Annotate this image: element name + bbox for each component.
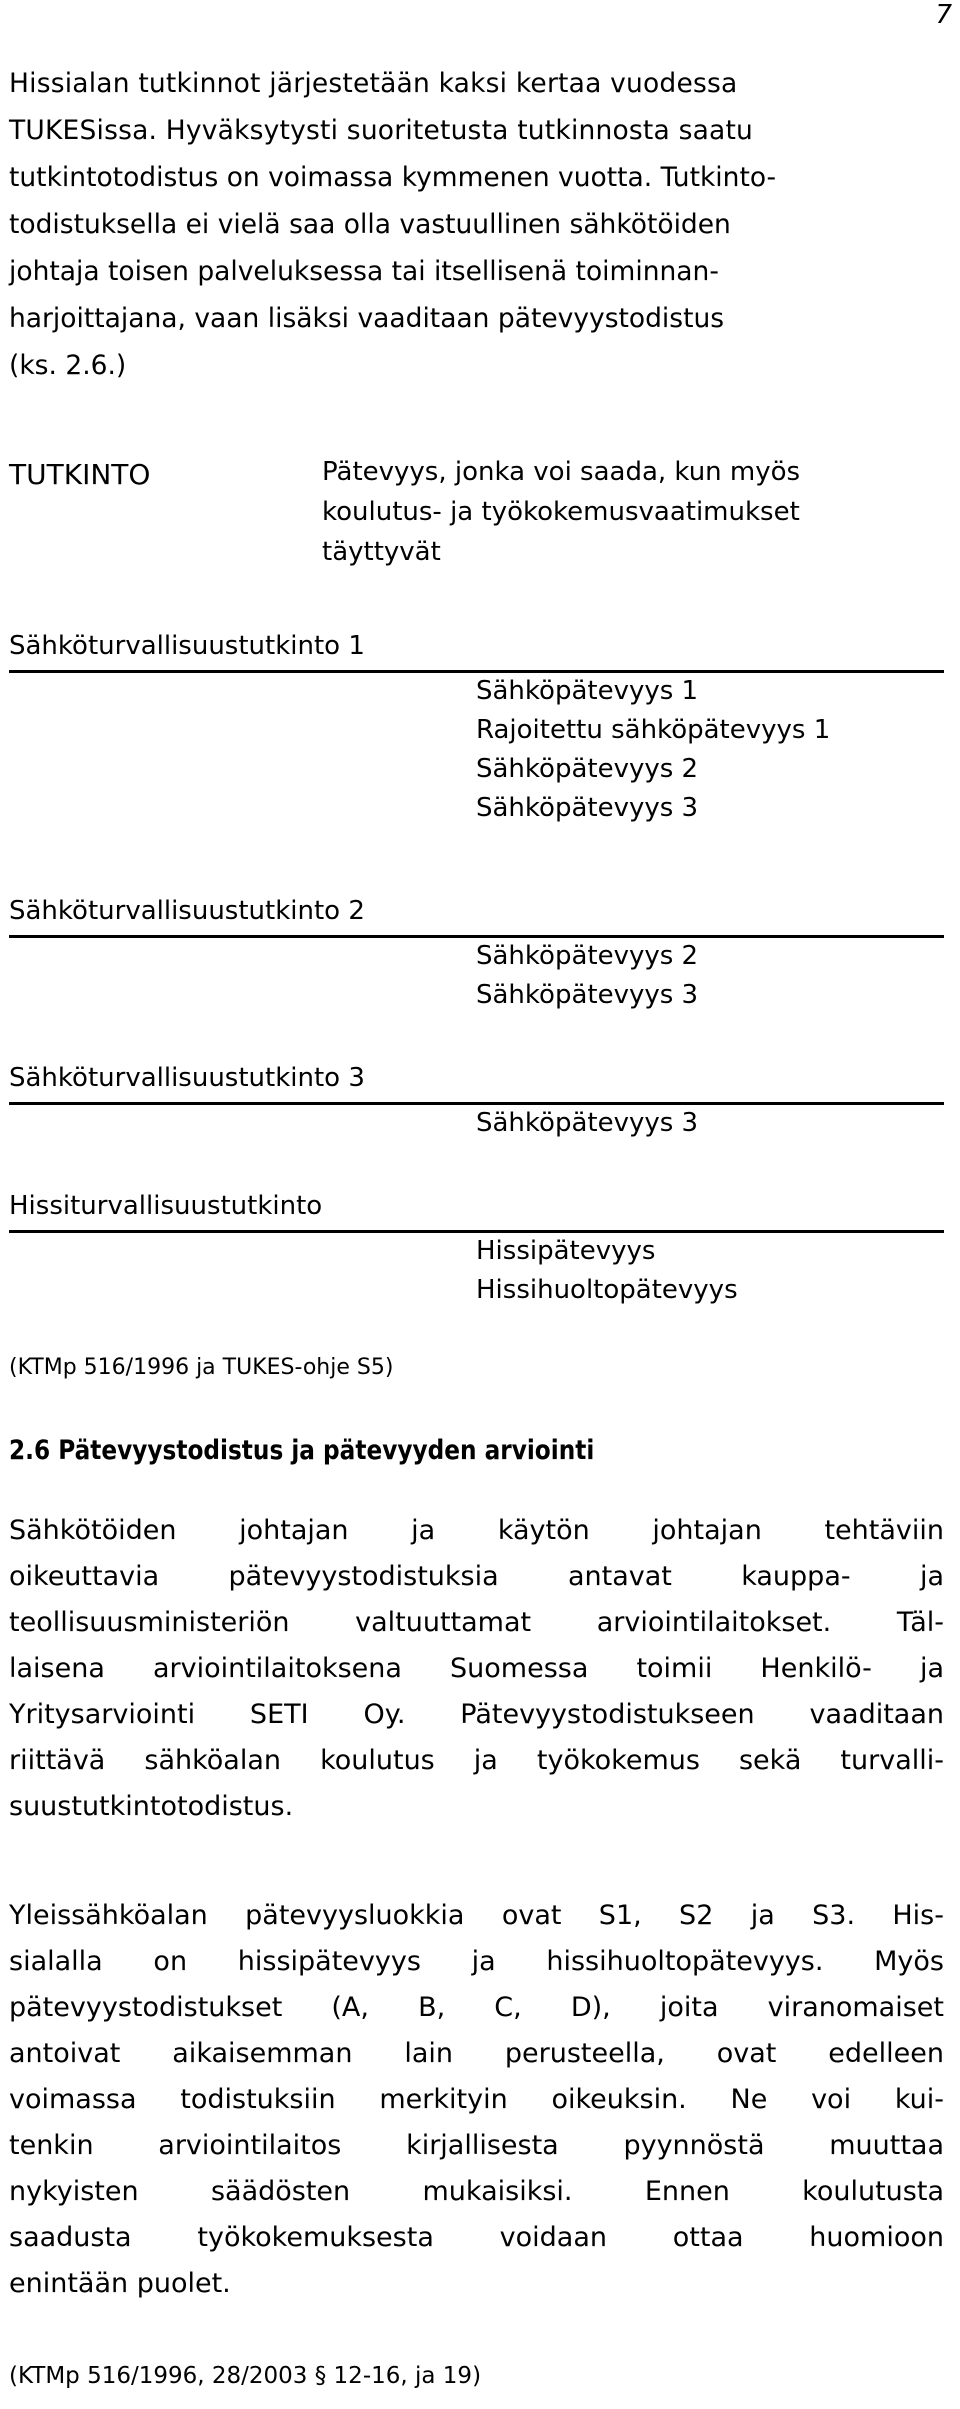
qualification-item: Sähköpätevyys 1 (476, 676, 699, 706)
paragraph-line: pätevyystodistukset (A, B, C, D), joita viranomaiset (9, 1992, 944, 2023)
qualification-list (476, 672, 830, 828)
exam-row (9, 893, 944, 929)
qualification-item: Sähköpätevyys 2 (476, 754, 699, 784)
intro-line: Hissialan tutkinnot järjestetään kaksi kertaa vuodessa (9, 68, 738, 99)
exam-row (9, 1188, 944, 1224)
intro-line: TUKESissa. Hyväksytysti suoritetusta tutkinnosta saatu (9, 115, 754, 146)
legal-reference: (KTMp 516/1996, 28/2003 § 12-16, ja 19) (9, 2363, 482, 2389)
paragraph-line: antoivat aikaisemman lain perusteella, ovat edelleen (9, 2038, 944, 2069)
paragraph-line: Yritysarviointi SETI Oy. Pätevyystodistukseen vaaditaan (9, 1699, 944, 1730)
paragraph-line: nykyisten säädösten mukaisiksi. Ennen koulutusta (9, 2176, 944, 2207)
exam-row (9, 1060, 944, 1096)
qualification-item: Sähköpätevyys 3 (476, 980, 699, 1010)
paragraph-line: Sähkötöiden johtajan ja käytön johtajan tehtäviin (9, 1515, 944, 1546)
table-header-qualification-line: koulutus- ja työkokemusvaatimukset (322, 497, 800, 527)
table-source-note: (KTMp 516/1996 ja TUKES-ohje S5) (9, 1355, 394, 1380)
intro-line: tutkintotodistus on voimassa kymmenen vuotta. Tutkinto- (9, 162, 777, 193)
paragraph-classes (9, 1893, 944, 2307)
paragraph-line: riittävä sähköalan koulutus ja työkokemus sekä turvalli- (9, 1745, 944, 1776)
section-heading: 2.6 Pätevyystodistus ja pätevyyden arviointi (9, 1435, 595, 1466)
qualification-item: Sähköpätevyys 3 (476, 793, 699, 823)
paragraph-line: suustutkintotodistus. (9, 1791, 294, 1822)
paragraph-line: sialalla on hissipätevyys ja hissihuoltopätevyys. Myös (9, 1946, 944, 1977)
page-number: 7 (935, 0, 952, 30)
qualification-list (476, 1104, 698, 1143)
paragraph-line: voimassa todistuksiin merkityin oikeuksin. Ne voi kui- (9, 2084, 944, 2115)
paragraph-line: enintään puolet. (9, 2268, 231, 2299)
qualification-list (476, 937, 698, 1015)
exam-row (9, 628, 944, 664)
qualification-item: Rajoitettu sähköpätevyys 1 (476, 715, 831, 745)
table-header-qualification-line: Pätevyys, jonka voi saada, kun myös (322, 457, 801, 487)
qualification-item: Hissihuoltopätevyys (476, 1275, 738, 1305)
paragraph-line: saadusta työkokemuksesta voidaan ottaa huomioon (9, 2222, 944, 2253)
exam-name: Sähköturvallisuustutkinto 3 (9, 1063, 365, 1093)
qualification-list (476, 1232, 738, 1310)
table-header-qualification (322, 452, 800, 572)
paragraph-line: laisena arviointilaitoksena Suomessa toimii Henkilö- ja (9, 1653, 944, 1684)
paragraph-line: tenkin arviointilaitos kirjallisesta pyynnöstä muuttaa (9, 2130, 944, 2161)
qualification-item: Sähköpätevyys 3 (476, 1108, 699, 1138)
table-header-qualification-line: täyttyvät (322, 537, 441, 567)
intro-line: johtaja toisen palveluksessa tai itsellisenä toiminnan- (9, 256, 719, 287)
qualification-item: Hissipätevyys (476, 1236, 656, 1266)
intro-line: todistuksella ei vielä saa olla vastuullinen sähkötöiden (9, 209, 731, 240)
paragraph-assessment (9, 1508, 944, 1830)
intro-line: harjoittajana, vaan lisäksi vaaditaan pätevyystodistus (9, 303, 725, 334)
intro-paragraph (9, 60, 944, 389)
paragraph-line: teollisuusministeriön valtuuttamat arviointilaitokset. Täl- (9, 1607, 944, 1638)
qualification-item: Sähköpätevyys 2 (476, 941, 699, 971)
paragraph-line: oikeuttavia pätevyystodistuksia antavat kauppa- ja (9, 1561, 944, 1592)
exam-name: Sähköturvallisuustutkinto 2 (9, 896, 365, 926)
exam-name: Hissiturvallisuustutkinto (9, 1191, 323, 1221)
table-header-exam: TUTKINTO (9, 458, 151, 491)
intro-line: (ks. 2.6.) (9, 350, 127, 381)
exam-name: Sähköturvallisuustutkinto 1 (9, 631, 365, 661)
paragraph-line: Yleissähköalan pätevyysluokkia ovat S1, S2 ja S3. His- (9, 1900, 944, 1931)
